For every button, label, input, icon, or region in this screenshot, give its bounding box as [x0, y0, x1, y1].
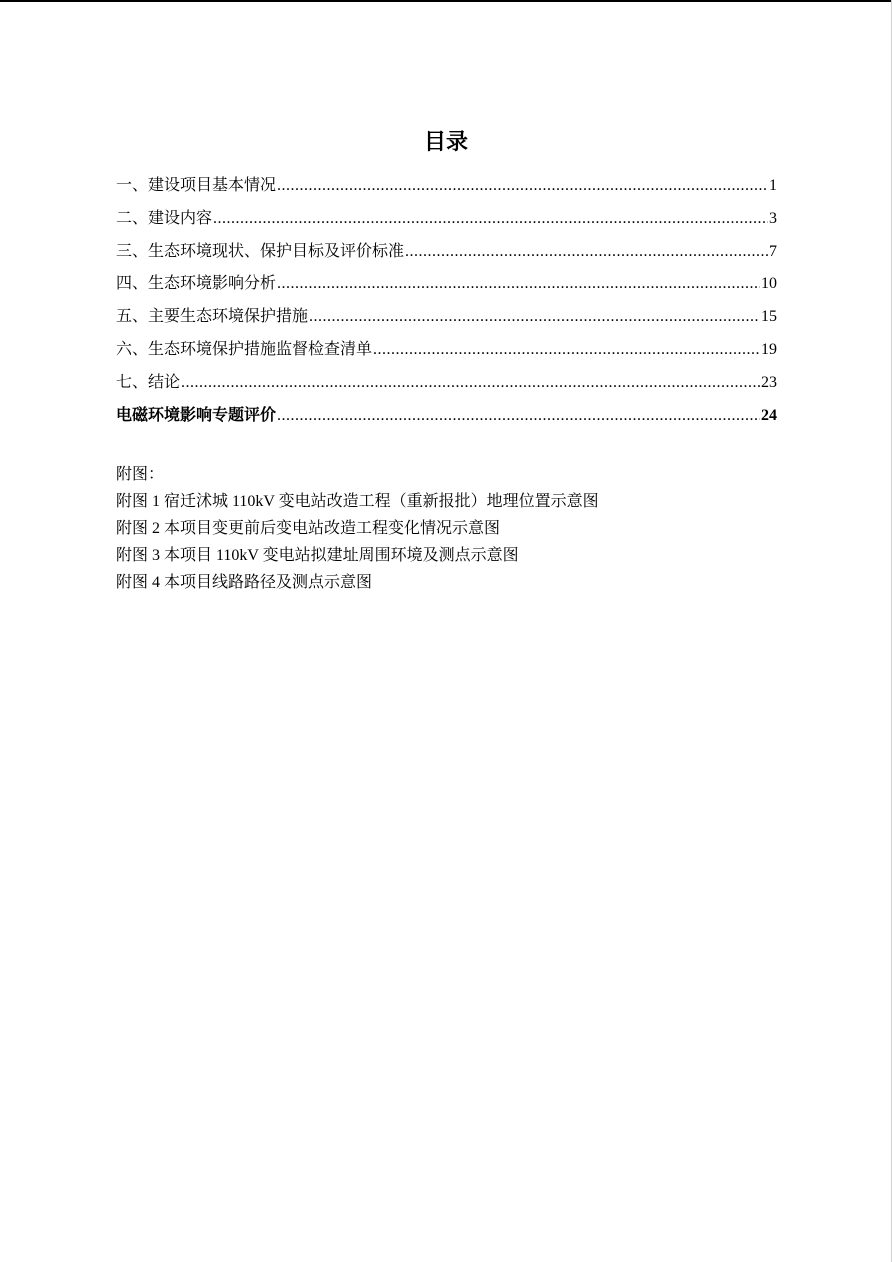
toc-entry-emf-assessment[interactable]: [116, 400, 777, 433]
toc-leader-dots: [277, 170, 768, 203]
figure-item: 附图 3 本项目 110kV 变电站拟建址周围环境及测点示意图: [116, 547, 519, 564]
toc-entry[interactable]: [116, 170, 777, 203]
toc-entry[interactable]: [116, 203, 777, 236]
toc-entry-label: 四、生态环境影响分析: [116, 275, 277, 293]
toc-entry-label: 一、建设项目基本情况: [116, 177, 277, 194]
toc-entry-label: 七、结论: [116, 373, 181, 391]
toc-entry[interactable]: [116, 367, 777, 400]
toc-entry-page: 24: [761, 406, 777, 424]
toc-entry-label: 三、生态环境现状、保护目标及评价标准: [116, 242, 405, 260]
toc-leader-dots: [309, 301, 760, 334]
toc-leader-dots: [213, 203, 768, 236]
toc-entry-page: 3: [769, 209, 777, 227]
toc-leader-dots: [373, 334, 760, 367]
toc-entry[interactable]: [116, 268, 777, 301]
figure-item: 附图 4 本项目线路路径及测点示意图: [116, 574, 373, 591]
toc-entry[interactable]: [116, 301, 777, 334]
toc-entry-page: 15: [761, 308, 777, 326]
toc-entry-label: 二、建设内容: [116, 209, 213, 227]
toc-entry-page: 23: [761, 373, 777, 391]
toc-entry[interactable]: [116, 334, 777, 367]
toc-entry[interactable]: [116, 236, 777, 269]
toc-list: [116, 170, 777, 432]
figure-item: 附图 2 本项目变更前后变电站改造工程变化情况示意图: [116, 520, 501, 537]
figures-heading: 附图：: [116, 466, 165, 483]
toc-entry-page: 19: [761, 340, 777, 358]
toc-leader-dots: [405, 236, 768, 269]
toc-entry-page: 1: [769, 177, 777, 194]
toc-leader-dots: [277, 400, 760, 433]
toc-title: 目录: [423, 130, 468, 155]
toc-entry-label: 电磁环境影响专题评价: [116, 406, 277, 424]
page-top-border: [0, 0, 892, 2]
toc-leader-dots: [277, 268, 760, 301]
toc-entry-label: 五、主要生态环境保护措施: [116, 308, 309, 326]
figures-list: [116, 461, 816, 596]
toc-entry-label: 六、生态环境保护措施监督检查清单: [116, 340, 373, 358]
toc-leader-dots: [181, 367, 760, 400]
toc-entry-page: 10: [761, 275, 777, 293]
toc-entry-page: 7: [769, 242, 777, 260]
figure-item: 附图 1 宿迁沭城 110kV 变电站改造工程（重新报批）地理位置示意图: [116, 493, 599, 510]
